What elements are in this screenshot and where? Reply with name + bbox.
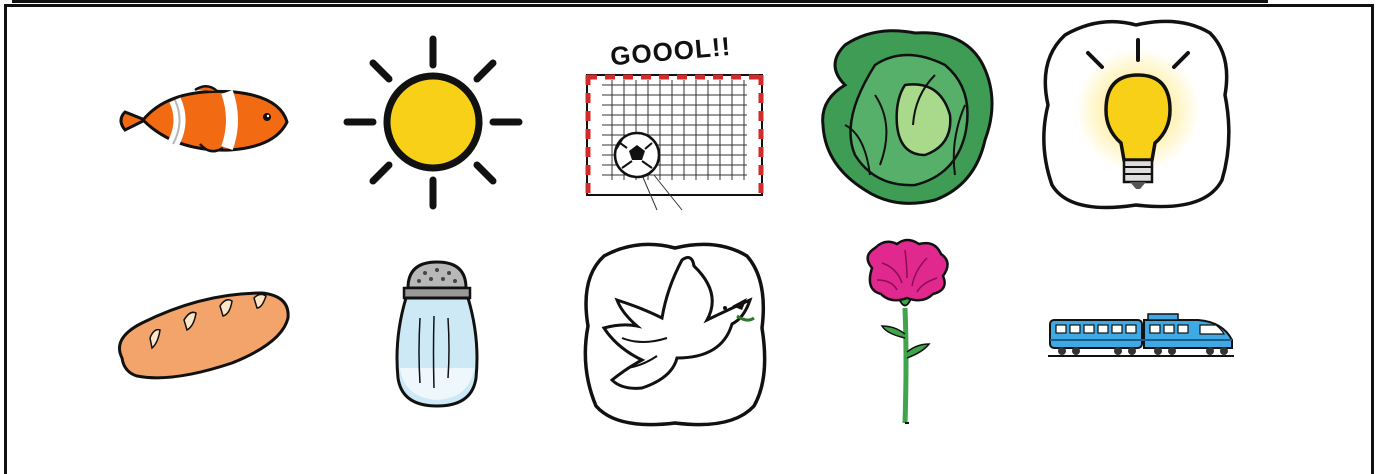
salt-shaker-icon xyxy=(390,258,485,410)
clownfish-icon xyxy=(115,82,290,157)
dove-icon xyxy=(582,238,768,428)
sun-icon xyxy=(343,35,523,210)
soccer-goal-icon xyxy=(582,25,767,215)
cabbage-icon xyxy=(815,25,995,205)
train-icon xyxy=(1048,312,1234,360)
carnation-flower-icon xyxy=(857,238,957,428)
bread-loaf-icon xyxy=(112,288,292,383)
lightbulb-icon xyxy=(1040,15,1232,215)
goal-caption: GOOOL!! xyxy=(609,30,733,72)
